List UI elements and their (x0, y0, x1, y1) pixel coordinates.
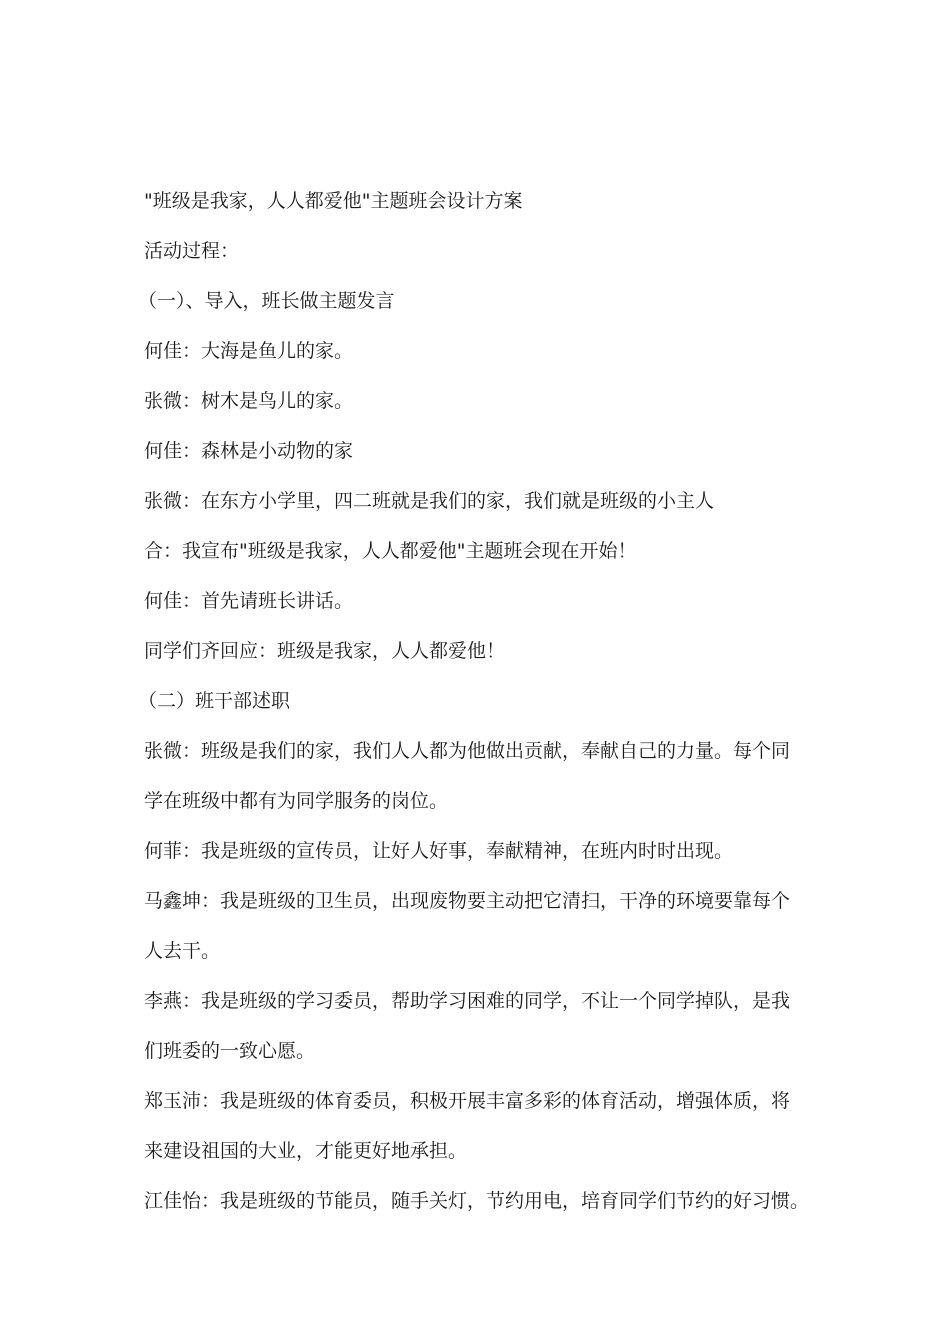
dialogue-line-continuation: 学在班级中都有为同学服务的岗位。 (144, 790, 449, 812)
dialogue-line: 张微：在东方小学里，四二班就是我们的家，我们就是班级的小主人 (144, 490, 715, 512)
dialogue-line: 马鑫坤：我是班级的卫生员，出现废物要主动把它清扫，干净的环境要靠每个 (144, 890, 791, 912)
document-title: "班级是我家，人人都爱他"主题班会设计方案 (144, 190, 523, 212)
dialogue-line: 江佳怡：我是班级的节能员，随手关灯，节约用电，培育同学们节约的好习惯。 (144, 1190, 810, 1212)
section-heading-2: （二）班干部述职 (138, 690, 291, 712)
dialogue-line: 同学们齐回应：班级是我家，人人都爱他！ (144, 640, 506, 662)
dialogue-line: 合：我宣布"班级是我家，人人都爱他"主题班会现在开始！ (144, 540, 637, 562)
dialogue-line-continuation: 来建设祖国的大业，才能更好地承担。 (144, 1140, 468, 1162)
document-body (138, 183, 814, 1233)
dialogue-line: 何菲：我是班级的宣传员，让好人好事，奉献精神，在班内时时出现。 (144, 840, 734, 862)
dialogue-line: 何佳：首先请班长讲话。 (144, 590, 354, 612)
dialogue-line: 何佳：大海是鱼儿的家。 (144, 340, 354, 362)
dialogue-line: 张微：班级是我们的家，我们人人都为他做出贡献，奉献自己的力量。每个同 (144, 740, 791, 762)
dialogue-line: 何佳：森林是小动物的家 (144, 440, 354, 462)
dialogue-line: 张微：树木是鸟儿的家。 (144, 390, 354, 412)
dialogue-line-continuation: 们班委的一致心愿。 (144, 1040, 316, 1062)
dialogue-line-continuation: 人去干。 (144, 940, 221, 962)
dialogue-line: 李燕：我是班级的学习委员，帮助学习困难的同学，不让一个同学掉队，是我 (144, 990, 791, 1012)
section-label-activity-process: 活动过程： (144, 240, 240, 262)
dialogue-line: 郑玉沛：我是班级的体育委员，积极开展丰富多彩的体育活动，增强体质，将 (144, 1090, 791, 1112)
section-heading-1: （一）、导入，班长做主题发言 (138, 290, 395, 312)
